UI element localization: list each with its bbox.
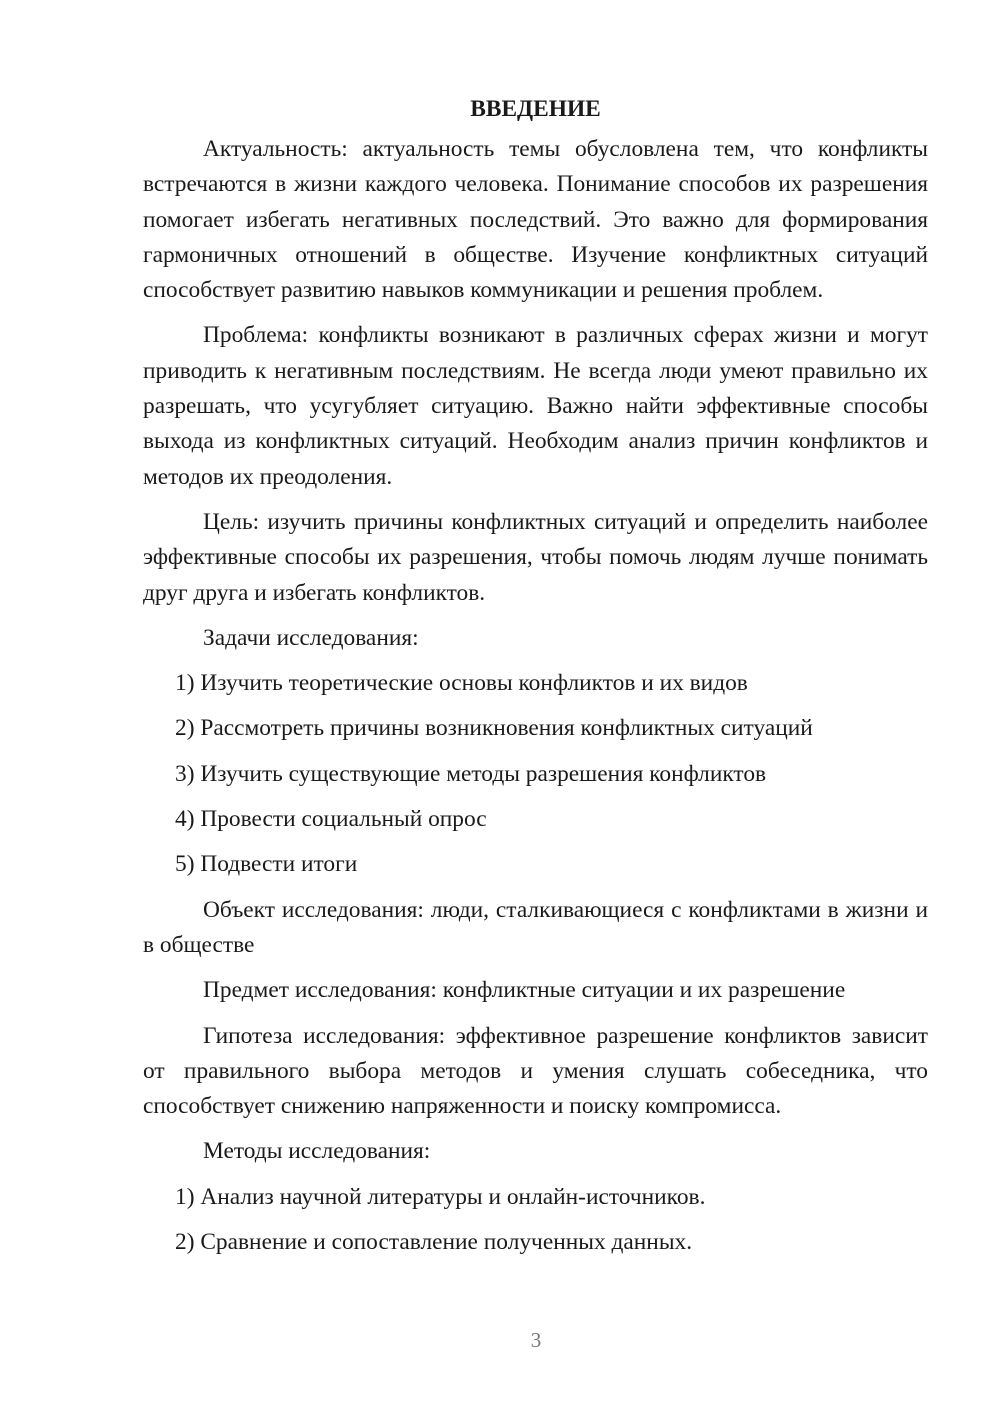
paragraph-hypothesis: Гипотеза исследования: эффективное разрешение конфликтов зависит от правильного выбора методов и умения слушать собеседника, что способствует снижению напряженности и поиску компромисса. <box>143 1022 928 1120</box>
methods-heading: Методы исследования: <box>203 1138 431 1165</box>
list-item: 2) Рассмотреть причины возникновения конфликтных ситуаций <box>175 715 813 742</box>
page-number: 3 <box>530 1328 542 1352</box>
methods-list <box>143 1180 928 1261</box>
page-title: ВВЕДЕНИЕ <box>470 96 601 122</box>
paragraph-subject: Предмет исследования: конфликтные ситуации и их разрешение <box>203 977 846 1004</box>
document-body <box>143 92 928 1270</box>
list-item: 1) Изучить теоретические основы конфликтов и их видов <box>175 670 748 697</box>
list-item: 4) Провести социальный опрос <box>175 806 487 833</box>
tasks-heading: Задачи исследования: <box>203 624 419 651</box>
paragraph-relevance: Актуальность: актуальность темы обусловлена тем, что конфликты встречаются в жизни каждого человека. Понимание способов их разрешения помогает избегать негативных последствий. Это важно для формирования гармоничных отношений в обществе. Изучение конфликтных ситуаций способствует развитию навыков коммуникации и решения проблем. <box>143 136 928 304</box>
tasks-list <box>143 666 928 882</box>
paragraph-object: Объект исследования: люди, сталкивающиеся с конфликтами в жизни и в обществе <box>143 896 928 958</box>
list-item: 2) Сравнение и сопоставление полученных данных. <box>175 1229 693 1256</box>
list-item: 3) Изучить существующие методы разрешения конфликтов <box>175 760 767 787</box>
paragraph-goal: Цель: изучить причины конфликтных ситуаций и определить наиболее эффективные способы их разрешения, чтобы помочь людям лучше понимать друг друга и избегать конфликтов. <box>143 508 928 606</box>
paragraph-problem: Проблема: конфликты возникают в различных сферах жизни и могут приводить к негативным последствиям. Не всегда люди умеют правильно их разрешать, что усугубляет ситуацию. Важно найти эффективные способы выхода из конфликтных ситуаций. Необходим анализ причин конфликтов и методов их преодоления. <box>143 322 928 490</box>
list-item: 5) Подвести итоги <box>175 851 358 878</box>
list-item: 1) Анализ научной литературы и онлайн-источников. <box>175 1183 706 1210</box>
